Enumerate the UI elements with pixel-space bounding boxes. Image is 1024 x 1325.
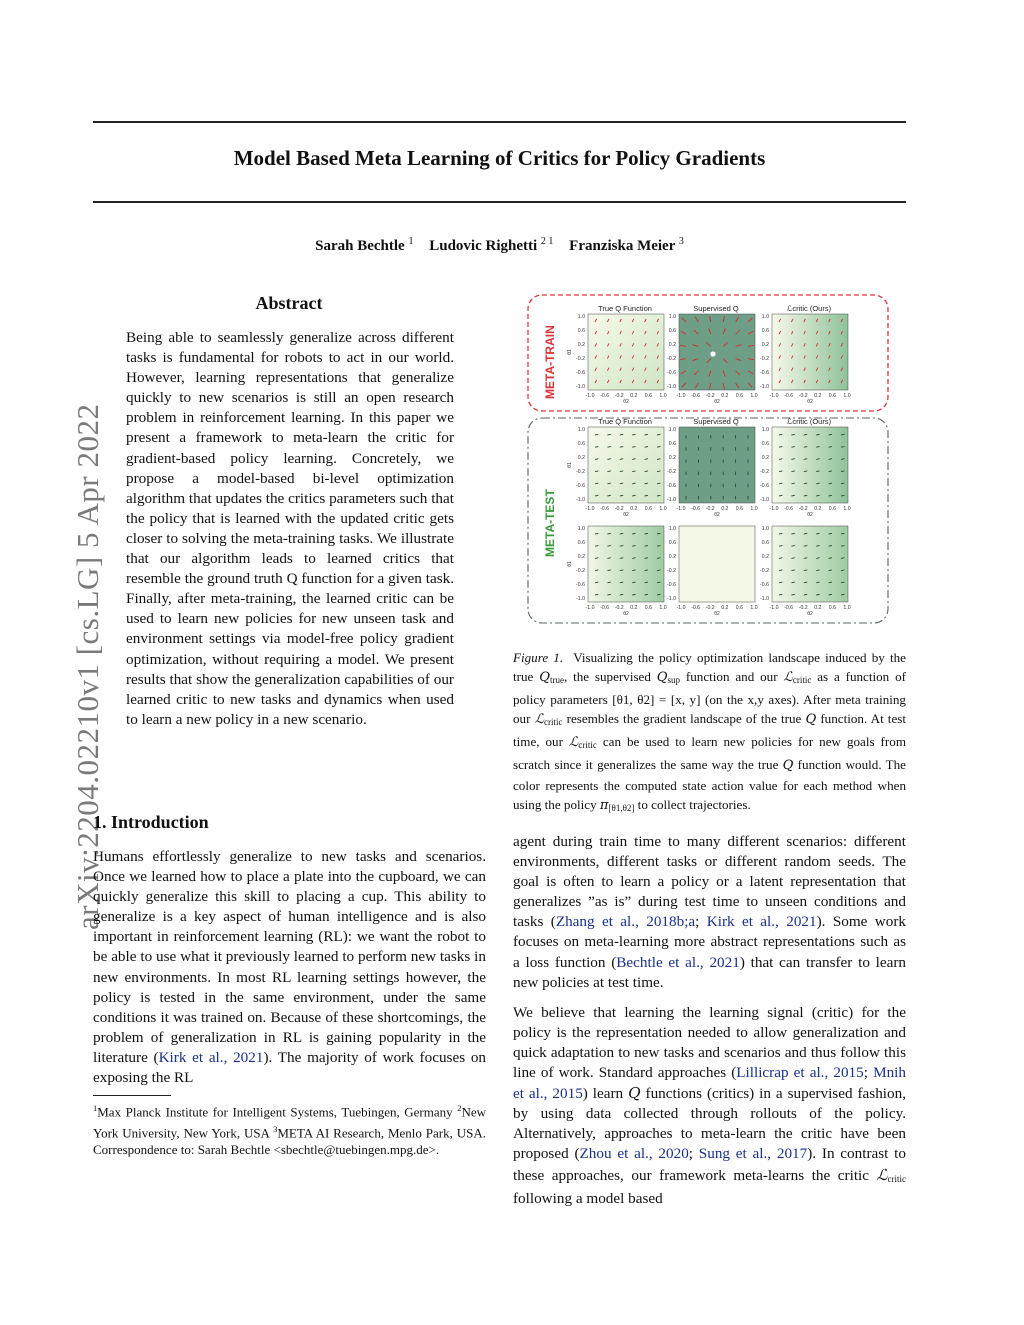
heatmap-panel <box>679 526 755 602</box>
author-list <box>93 236 906 255</box>
citation-link[interactable]: Mnih et al., 2015 <box>513 1064 906 1103</box>
y-tick-label: -0.2 <box>667 356 676 362</box>
figure-caption: Figure 1. Visualizing the policy optimization landscape induced by the true $Q_{true}$, the supervised $Q_{sup}$ function and our ℒ$_{critic}$ as a function of policy parameters [θ1, θ2] = [x, y] (on the x,y axes). After meta training our ℒ$_{critic}$ resembles the gradient landscape of the true Q function. At test time, our ℒ$_{critic}$ can be used to learn new policies for new goals from scratch since it generalizes the same way the true Q function would. The color represents the computed state action value for each method when using the policy $\pi_{[\theta 1,\theta 2]}$ to collect trajectories. <box>513 650 906 813</box>
y-tick-label: 1.0 <box>668 314 676 320</box>
x-tick-label: 0.6 <box>735 506 744 512</box>
top-rule <box>93 121 906 123</box>
citation-link[interactable]: Sung et al., 2017 <box>698 1145 808 1163</box>
y-tick-label: 0.6 <box>668 441 676 447</box>
x-axis-label: θ2 <box>807 611 813 617</box>
heatmap-panel <box>679 314 755 390</box>
x-axis-label: θ2 <box>807 399 813 405</box>
x-tick-label: -0.6 <box>691 605 701 611</box>
x-tick-label: -0.6 <box>784 506 794 512</box>
y-tick-label: 0.6 <box>761 540 769 546</box>
meta-test-label: META-TEST <box>543 489 557 557</box>
x-tick-label: 1.0 <box>659 506 667 512</box>
y-tick-label: 0.2 <box>668 342 676 348</box>
y-tick-label: 1.0 <box>761 314 769 320</box>
y-tick-label: -1.0 <box>760 497 769 503</box>
x-tick-label: 0.6 <box>828 393 837 399</box>
y-tick-label: 0.6 <box>577 441 585 447</box>
y-tick-label: -0.2 <box>576 568 585 574</box>
citation-link[interactable]: Kirk et al., 2021 <box>706 913 817 931</box>
y-tick-label: -1.0 <box>760 384 769 390</box>
y-tick-label: -0.2 <box>667 469 676 475</box>
y-tick-label: -0.6 <box>576 370 585 376</box>
x-tick-label: -0.6 <box>600 506 610 512</box>
y-tick-label: 1.0 <box>668 427 676 433</box>
x-tick-label: 0.6 <box>644 393 653 399</box>
title-bottom-rule <box>93 201 906 203</box>
meta-train-label: META-TRAIN <box>543 325 557 399</box>
y-tick-label: 0.6 <box>668 540 676 546</box>
x-tick-label: -1.0 <box>676 506 686 512</box>
x-axis-label: θ2 <box>623 399 629 405</box>
x-axis-label: θ2 <box>714 512 720 518</box>
y-tick-label: -0.2 <box>760 356 769 362</box>
y-tick-label: 0.2 <box>761 554 769 560</box>
y-tick-label: 1.0 <box>577 427 585 433</box>
y-tick-label: -0.6 <box>576 483 585 489</box>
y-axis-label: θ1 <box>567 349 573 355</box>
y-tick-label: -1.0 <box>667 596 676 602</box>
x-axis-label: θ2 <box>623 611 629 617</box>
x-tick-label: -1.0 <box>676 605 686 611</box>
figure-panels <box>567 314 851 617</box>
col-title-supervised-test: Supervised Q <box>693 417 739 426</box>
x-tick-label: -1.0 <box>585 506 595 512</box>
y-tick-label: -0.6 <box>760 370 769 376</box>
heatmap-panel <box>588 427 664 503</box>
x-tick-label: 0.2 <box>814 506 822 512</box>
y-tick-label: 0.2 <box>577 342 585 348</box>
author-3: Franziska Meier $^3$ <box>569 236 684 254</box>
y-tick-label: -0.2 <box>576 356 585 362</box>
x-tick-label: 0.6 <box>735 605 744 611</box>
y-tick-label: 1.0 <box>577 314 585 320</box>
x-tick-label: 1.0 <box>843 506 851 512</box>
x-axis-label: θ2 <box>807 512 813 518</box>
x-tick-label: 1.0 <box>659 605 667 611</box>
x-tick-label: -1.0 <box>585 393 595 399</box>
y-tick-label: -0.6 <box>667 483 676 489</box>
x-tick-label: -1.0 <box>769 506 779 512</box>
heatmap-panel <box>588 314 664 390</box>
paragraph-2: We believe that learning the learning signal (critic) for the policy is the representation needed to allow generalization and quick adaptation to new tasks and scenarios and thus follow this line of work. Standard approaches (Lillicrap et al., 2015; Mnih et al., 2015) learn Q functions (critics) in a supervised fashion, by using data collected through rollouts of the policy. Alternatively, approaches to meta-learn the critic have been proposed (Zhou et al., 2020; Sung et al., 2017). In contrast to these approaches, our framework meta-learns the critic ℒ$_{critic}$ following a model based <box>513 1003 907 1207</box>
x-tick-label: -0.6 <box>600 393 610 399</box>
x-tick-label: -1.0 <box>769 605 779 611</box>
x-tick-label: 0.2 <box>630 393 638 399</box>
col-title-ours-test: ℒcritic (Ours) <box>786 417 832 426</box>
y-axis-label: θ1 <box>567 462 573 468</box>
y-tick-label: 0.2 <box>668 554 676 560</box>
col-title-supervised: Supervised Q <box>693 304 739 313</box>
x-tick-label: 0.6 <box>735 393 744 399</box>
y-tick-label: -1.0 <box>576 497 585 503</box>
y-tick-label: -0.6 <box>667 370 676 376</box>
y-tick-label: 1.0 <box>668 526 676 532</box>
citation-link[interactable]: Zhang et al., 2018b;a <box>555 913 696 931</box>
citation-link[interactable]: Lillicrap et al., 2015 <box>736 1064 864 1082</box>
y-tick-label: -1.0 <box>576 384 585 390</box>
y-tick-label: -0.6 <box>760 582 769 588</box>
x-tick-label: -0.6 <box>784 605 794 611</box>
col-title-true-test: True Q Function <box>598 417 652 426</box>
x-tick-label: -0.2 <box>798 506 808 512</box>
author-2: Ludovic Righetti $^{2 1}$ <box>429 236 554 254</box>
y-tick-label: 0.6 <box>761 328 769 334</box>
y-tick-label: -1.0 <box>760 596 769 602</box>
col-title-true: True Q Function <box>598 304 652 313</box>
x-tick-label: 1.0 <box>750 393 758 399</box>
intro-heading: 1. Introduction <box>93 812 209 832</box>
goal-marker <box>710 351 715 356</box>
y-tick-label: 0.2 <box>668 455 676 461</box>
x-tick-label: -0.6 <box>691 506 701 512</box>
citation-link[interactable]: Bechtle et al., 2021 <box>616 953 740 971</box>
x-tick-label: -0.2 <box>614 605 624 611</box>
y-tick-label: -0.6 <box>576 582 585 588</box>
x-tick-label: 0.2 <box>630 506 638 512</box>
y-tick-label: 0.6 <box>761 441 769 447</box>
y-axis-label: θ1 <box>567 561 573 567</box>
heatmap-panel <box>772 314 848 390</box>
citation-link[interactable]: Zhou et al., 2020 <box>579 1145 689 1163</box>
y-tick-label: -0.2 <box>760 469 769 475</box>
x-tick-label: -1.0 <box>585 605 595 611</box>
y-tick-label: -1.0 <box>576 596 585 602</box>
x-tick-label: 0.6 <box>644 506 653 512</box>
heatmap-panel <box>772 526 848 602</box>
x-tick-label: 0.6 <box>644 605 653 611</box>
x-tick-label: 1.0 <box>843 605 851 611</box>
abstract-text: Being able to seamlessly generalize across different tasks is fundamental for robots to act in our world. However, learning representations that generalize quickly to new scenarios is still an open research problem in reinforcement learning. In this paper we present a framework to meta-learn the critic for gradient-based policy learning. Concretely, we propose a model-based bi-level optimization algorithm that updates the critics parameters such that the policy that is learned with the updated critic gets closer to solving the meta-training tasks. We illustrate that our algorithm leads to learned critics that resemble the ground truth Q function for a given task. Finally, after meta-training, the learned critic can be used to learn new policies for new unseen task and environment settings via model-free policy gradient optimization, without requiring a model. We present results that show the generalization capabilities of our learned critic to new tasks and dynamics when used to learn a new policy in a new scenario. <box>126 329 454 728</box>
y-tick-label: 1.0 <box>761 526 769 532</box>
citation-link[interactable]: Kirk et al., 2021 <box>158 1048 264 1066</box>
x-tick-label: 0.2 <box>721 605 729 611</box>
x-tick-label: -0.2 <box>705 393 715 399</box>
y-tick-label: -1.0 <box>667 497 676 503</box>
x-tick-label: -0.2 <box>798 393 808 399</box>
y-tick-label: 0.6 <box>668 328 676 334</box>
x-tick-label: -0.2 <box>798 605 808 611</box>
x-axis-label: θ2 <box>714 611 720 617</box>
footnote-rule <box>93 1095 171 1096</box>
y-tick-label: -0.6 <box>760 483 769 489</box>
y-tick-label: 1.0 <box>761 427 769 433</box>
x-tick-label: 1.0 <box>750 605 758 611</box>
figure-1 <box>519 291 891 629</box>
paragraph-1: agent during train time to many different scenarios: different environments, different tasks or different random seeds. The goal is often to learn a policy or a latent representation that generalizes ”as is” during test time to unseen conditions and tasks (Zhang et al., 2018b;a; Kirk et al., 2021). Some work focuses on meta-learning more abstract representations such as a loss function (Bechtle et al., 2021) that can transfer to learn new policies at test time. <box>513 833 907 991</box>
author-1: Sarah Bechtle $^1$ <box>315 236 414 254</box>
y-tick-label: 0.2 <box>577 455 585 461</box>
x-tick-label: 1.0 <box>750 506 758 512</box>
x-axis-label: θ2 <box>714 399 720 405</box>
x-tick-label: -0.6 <box>600 605 610 611</box>
heatmap-panel <box>588 526 664 602</box>
x-tick-label: 0.2 <box>814 605 822 611</box>
x-tick-label: 1.0 <box>843 393 851 399</box>
x-tick-label: -0.2 <box>705 506 715 512</box>
x-tick-label: 0.6 <box>828 605 837 611</box>
y-tick-label: -0.6 <box>667 582 676 588</box>
x-tick-label: -1.0 <box>769 393 779 399</box>
y-tick-label: -0.2 <box>667 568 676 574</box>
x-tick-label: -0.2 <box>614 506 624 512</box>
y-tick-label: 0.2 <box>761 455 769 461</box>
heatmap-panel <box>772 427 848 503</box>
y-tick-label: 1.0 <box>577 526 585 532</box>
intro-paragraph: Humans effortlessly generalize to new tasks and scenarios. Once we learned how to place a plate into the cupboard, we can quickly generalize this skill to placing a cup. This ability to generalize is a key aspect of human intelligence and is also important in reinforcement learning (RL): we want the robot to be able to use what it previously learned to perform new tasks in new environments. In most RL learning settings however, the policy is tested in the same environment, under the same conditions it was trained on. Because of these shortcomings, the problem of generalization in RL is gaining popularity in the literature (Kirk et al., 2021). The majority of work focuses on exposing the RL <box>93 848 487 1087</box>
col-title-ours: ℒcritic (Ours) <box>786 304 832 313</box>
x-tick-label: -1.0 <box>676 393 686 399</box>
abstract-heading: Abstract <box>255 293 323 313</box>
x-tick-label: -0.6 <box>784 393 794 399</box>
y-tick-label: -0.2 <box>576 469 585 475</box>
paper-title: Model Based Meta Learning of Critics for Policy Gradients <box>233 146 766 170</box>
x-tick-label: -0.2 <box>705 605 715 611</box>
arxiv-stamp: arXiv:2204.02210v1 [cs.LG] 5 Apr 2022 <box>70 403 105 930</box>
heatmap-panel <box>679 427 755 503</box>
x-tick-label: 0.2 <box>814 393 822 399</box>
x-axis-label: θ2 <box>623 512 629 518</box>
y-tick-label: 0.2 <box>761 342 769 348</box>
x-tick-label: 0.6 <box>828 506 837 512</box>
y-tick-label: 0.6 <box>577 328 585 334</box>
x-tick-label: 0.2 <box>721 393 729 399</box>
y-tick-label: 0.2 <box>577 554 585 560</box>
x-tick-label: 0.2 <box>721 506 729 512</box>
x-tick-label: 0.2 <box>630 605 638 611</box>
y-tick-label: -1.0 <box>667 384 676 390</box>
right-column-text <box>513 832 906 1219</box>
footnote: $^1$Max Planck Institute for Intelligent Systems, Tuebingen, Germany $^2$New York University, New York, USA $^3$META AI Research, Menlo Park, USA. Correspondence to: Sarah Bechtle <sbechtle@tuebingen.mpg.de>. <box>93 1103 486 1157</box>
y-tick-label: 0.6 <box>577 540 585 546</box>
x-tick-label: -0.6 <box>691 393 701 399</box>
x-tick-label: 1.0 <box>659 393 667 399</box>
y-tick-label: -0.2 <box>760 568 769 574</box>
x-tick-label: -0.2 <box>614 393 624 399</box>
